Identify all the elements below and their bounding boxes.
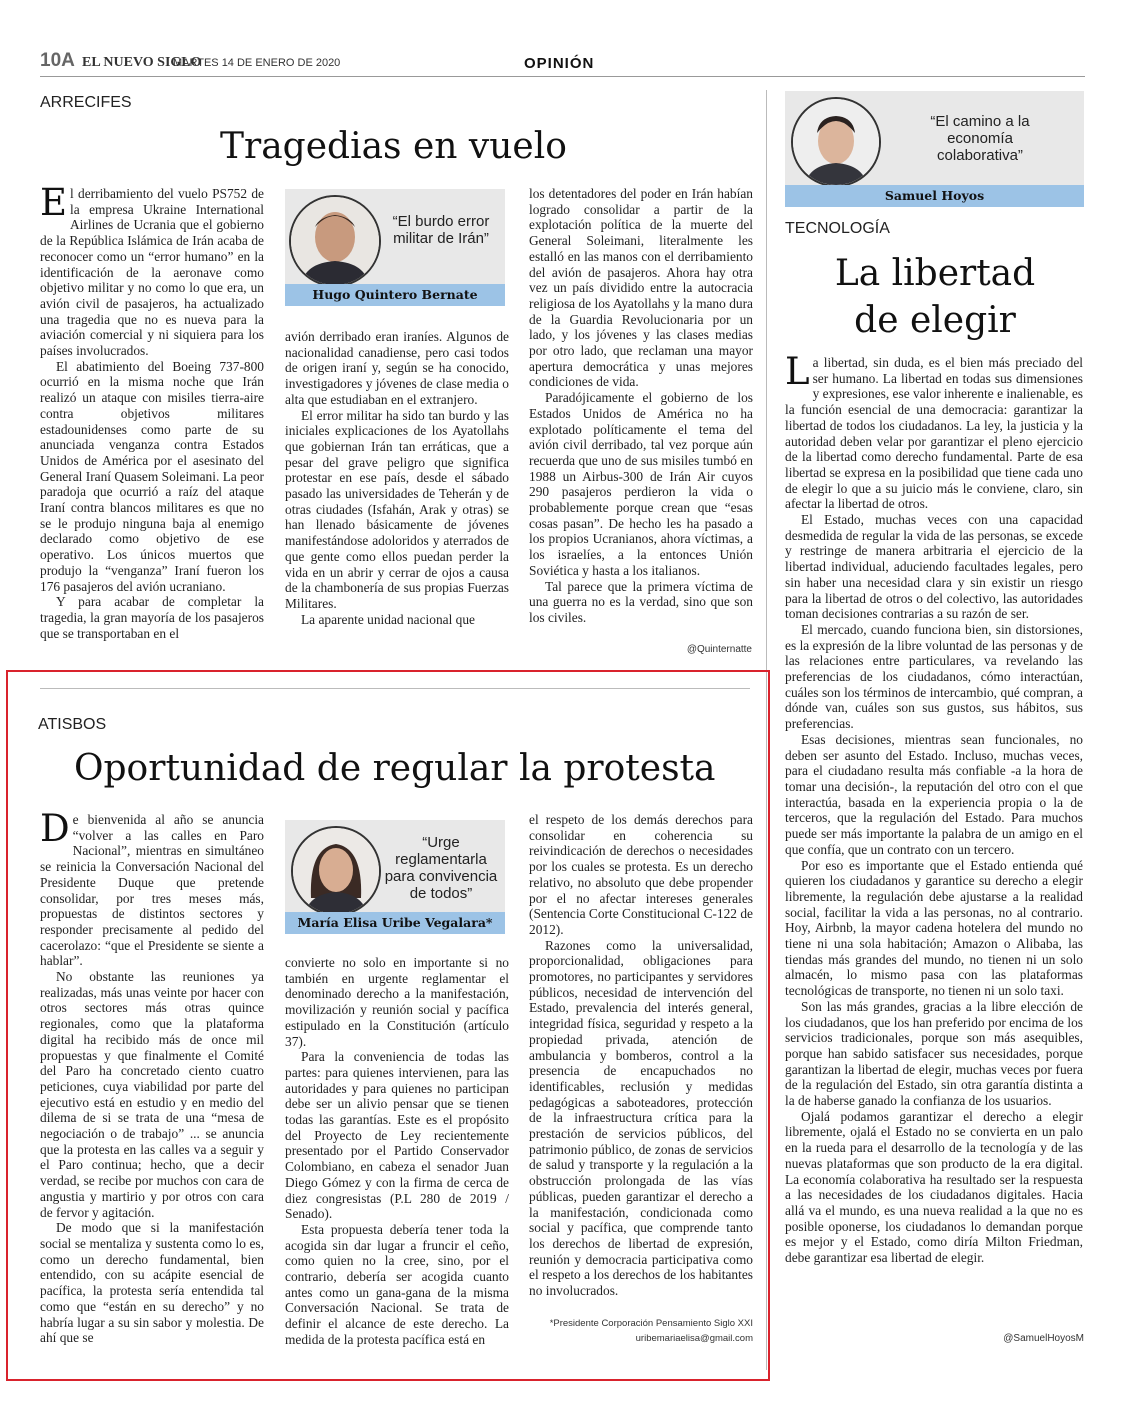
article2-author: María Elisa Uribe Vegalara*	[285, 912, 505, 934]
article1-quote: “El burdo error militar de Irán”	[392, 213, 490, 247]
article2-dropcap: D	[40, 807, 70, 850]
article1-paragraph: Paradójicamente el gobierno de los Estados Unidos de América no ha explotado políticamente el tema del avión civil derribado, tal vez porque aún recuerda que uno de sus misiles tumbó en 1988 un Airbus-300 de Irán Air cuyos 290 pasajeros perdieron la vida o probablemente porque crean que “esas cosas pasan”. De hecho les ha pasado a los propios Ucranianos, ahora víctimas, a los israelíes, a la entonces Unión Soviética y hasta a los italianos.	[529, 390, 753, 578]
article2-email[interactable]: uribemariaelisa@gmail.com	[635, 1333, 753, 1344]
article3-paragraph: Esas decisiones, mientras sean funcionales, no deben ser asunto del Estado. Incluso, muchas veces, para el ciudadano resulta más confiable -a la hora de tomar una decisión-, la reputación del otro con el que interactúa, basada en la experiencia propia o la de terceros, que la regulación del Estado. Para muchos puede ser más importante la palabra de un amigo en el que confía, que un contrato con un tercero.	[785, 731, 1083, 857]
article2-author-box	[285, 820, 505, 934]
article2-footnote: *Presidente Corporación Pensamiento Siglo XXI	[549, 1318, 753, 1329]
newspaper-name: EL NUEVO SIGLO	[82, 55, 202, 70]
article1-paragraph: El abatimiento del Boeing 737-800 ocurrió en la misma noche que Irán realizó un ataque con misiles tierra-aire contra objetivos militares estadounidenses como parte de su anunciada venganza contra Estados Unidos de América por el asesinato del General Iraní Quasem Soleimani. La peor paradoja que ocurrió a raíz del ataque Iraní contra blancos militares es que no se le produjo ninguna baja al enemigo declarado como objetivo de ese operativo. Los únicos muertos que produjo la “venganza” Iraní fueron los 176 pasajeros del avión ucraniano.	[40, 358, 264, 594]
article-separator	[40, 688, 750, 689]
article1-paragraph: El error militar ha sido tan burdo y las iniciales explicaciones de los Ayatollahs que gobiernan Irán tan erráticas, que a pesar del grave peligro que significa protestar en ese país, desde el sábado pasado las universidades de Teherán y de otras ciudades (Isfahán, Arak y otras) se han llenado básicamente de jóvenes manifestándose adoloridos y aterrados de que gente como ellos puedan perder la vida en un abrir y cerrar de ojos a causa de la chambonería de sus propias Fuerzas Militares.	[285, 407, 509, 611]
article3-title-line-2: de elegir	[854, 300, 1016, 341]
article2-column-2	[285, 955, 509, 1348]
article1-paragraph: Tal parece que la primera víctima de una guerra no es la verdad, sino que son los civiles.	[529, 578, 753, 625]
article3-dropcap: L	[785, 350, 810, 393]
article1-column-2	[285, 329, 509, 627]
article1-paragraph: La aparente unidad nacional que	[301, 611, 475, 627]
article2-title: Oportunidad de regular la protesta	[74, 748, 716, 789]
article3-kicker: TECNOLOGÍA	[785, 220, 890, 237]
article3-author: Samuel Hoyos	[785, 185, 1084, 207]
article2-paragraph: No obstante las reuniones ya realizadas, más unas veinte por hacer con otros sectores más otras quince regionales, como que la plataforma digital ha recibido más de once mil propuestas y que finalmente el Comité del Paro ha concretado ciento cuatro peticiones, cuya viabilidad por parte del ejecutivo está en estudio y en medio del dilema de si se trata de una “mesa de negociación o de trabajo” ... se anuncia que la protesta en las calles va a seguir y el Paro continua; hecho, que a decir verdad, se recibe por muchos con cara de angustia y martirio y por otros con cara de fervor y agitación.	[40, 969, 264, 1220]
issue-date: MARTES 14 DE ENERO DE 2020	[173, 57, 341, 69]
author-photo	[291, 826, 381, 916]
article3-paragraph: a libertad, sin duda, es el bien más preciado del ser humano. La libertad en todas sus dimensiones y expresiones, ese valor inherente e inalienable, es la función esencial de una democracia: garantizar la libertad de todos los ciudadanos. La ley, la justicia y la autoridad deben velar por garantizar el pleno ejercicio de la libertad como derecho fundamental. Parte de esa libertad se expresa en la posibilidad que tiene cada uno de elegir lo que a su juicio más le conviene, claro, sin afectar la libertad de otros.	[785, 355, 1083, 512]
article1-paragraph: l derribamiento del vuelo PS752 de la empresa Ukraine International Airlines de Ucrania que el gobierno de la República Islámica de Irán acaba de reconocer como un “error humano” en la identificación de la aeronave como objetivo militar y no como lo que era, un avión civil de pasajeros, ha actualizado una tragedia que no es nueva para la aviación comercial y ni siquiera para los países involucrados.	[40, 186, 264, 359]
article1-kicker: ARRECIFES	[40, 94, 132, 111]
article1-dropcap: E	[40, 181, 68, 224]
article1-handle[interactable]: @Quinternatte	[686, 644, 752, 655]
article1-column-3	[529, 186, 753, 626]
article2-column-1	[40, 807, 264, 1346]
article2-column-3	[529, 812, 753, 1299]
article2-paragraph: Esta propuesta debería tener toda la acogida sin dar lugar a fruncir el ceño, como quien no la cree, sino, por el contrario, debería ser acogida cuanto antes como un gana-gana de la misma Conversación Nacional. Se trata de definir el alcance de este derecho. La medida de la protesta pacífica está en	[285, 1221, 509, 1347]
article3-body	[785, 350, 1083, 1266]
article2-paragraph: Razones como la universalidad, proporcionalidad, obligaciones para promotores, no participantes y servidores públicos, necesidad de intervención del Estado, prevalencia del interés general, integridad física, seguridad y respeto a la propiedad privada, atención de ambulancia y bomberos, control a la presencia de encapuchados no identificables, reclusión y medidas pedagógicas a saboteadores, protección de la infraestructura crítica para la prestación de servicios públicos, del patrimonio público, de zonas de servicios de salud y transporte y la regulación a la obstrucción prolongada de las vías públicas, pueden garantizar el derecho a la manifestación, condicionada como social y pacífica, que comprende tanto los derechos de libertad de expresión, reunión y democracia participativa como el respeto a los derechos de los habitantes no involucrados.	[529, 937, 753, 1299]
article2-paragraph: e bienvenida al año se anuncia “volver a las calles en Paro Nacional”, mientras en simultáneo se reinicia la Conversación Nacional del Presidente Duque que pretende consolidar, por tres meses más, propuestas de distintos sectores y responder precisamente al pedido del cacerolazo: “que el Presidente se siente a hablar”.	[40, 812, 264, 969]
article3-paragraph: Son las más grandes, gracias a la libre elección de los ciudadanos, que los han preferido por encima de los servicios tradicionales, porque son más asequibles, porque han sabido satisfacer sus necesidades, porque garantizan la libertad de elegir, muchas veces por fuera de la regulación del Estado, sin otra garantía distinta a la de haberse ganado la confianza de los usuarios.	[785, 998, 1083, 1109]
article3-author-box	[785, 91, 1084, 207]
author-photo	[289, 195, 381, 287]
article1-author: Hugo Quintero Bernate	[285, 284, 505, 306]
article3-paragraph: El Estado, muchas veces con una capacidad desmedida de regular la vida de las personas, se excede y restringe de manera arbitraria el ejercicio de la libertad individual, aduciendo facultades legales, pero sin haber una necesidad clara y sin existir un riesgo para la libertad de otros o del colectivo, las autoridades toman decisiones contrarias a su razón de ser.	[785, 512, 1083, 622]
article3-title-line-1: La libertad	[834, 253, 1036, 294]
article1-title: Tragedias en vuelo	[220, 126, 567, 167]
header-rule	[40, 76, 1085, 77]
article3-handle[interactable]: @SamuelHoyosM	[1003, 1333, 1084, 1344]
article1-column-1	[40, 181, 264, 641]
section-title: OPINIÓN	[524, 55, 595, 72]
article3-paragraph: Por eso es importante que el Estado entienda qué quieren los ciudadanos y garantice su derecho a elegir libremente, la regulación debe ajustarse a la realidad social, facilitar la vida a las personas, no al contrario. Hoy, Airbnb, la mayor cadena hotelera del mundo no tiene ni una sola habitación; Amazon o Alibaba, las tiendas más grandes del mundo, no tienen ni un solo almacén, lo mismo pasa con las plataformas tecnológicas de transporte, no tienen ni un solo taxi.	[785, 857, 1083, 999]
article3-paragraph: El mercado, cuando funciona bien, sin distorsiones, es la expresión de la libre voluntad de las personas y de las relaciones entre particulares, va revelando las preferencias de los ciudadanos, cómo interactúan, cuáles son los términos de intercambio, qué compran, a dónde van, cuáles son sus gustos, sus hábitos, sus preferencias.	[785, 621, 1083, 732]
article1-author-box	[285, 189, 505, 306]
article2-kicker: ATISBOS	[38, 716, 107, 733]
article2-quote: “Urge reglamentarla para convivencia de todos”	[384, 834, 498, 902]
article2-paragraph: Para la conveniencia de todas las partes: para quienes intervienen, para las autoridades y para quienes no participan debe ser un alivio pensar que se tienen todas las garantías. Este es el propósito del Proyecto de Ley recientemente presentado por el Partido Conservador Colombiano, en cabeza el senador Juan Diego Gómez y con la firma de cerca de diez congresistas (P.L 280 de 2019 / Senado).	[285, 1049, 509, 1222]
article3-paragraph: Ojalá podamos garantizar el derecho a elegir libremente, ojalá el Estado no se convierta en un palo en la rueda para el desarrollo de la tecnología y de las nuevas plataformas que son producto de la era digital. La economía colaborativa ha resultado ser la respuesta a las necesidades de los ciudadanos digitales. Hacia allá va el mundo, es una nueva realidad a la que no es posible oponerse, los ciudadanos lo demandan porque es mejor y el Estado, como diría Milton Friedman, debe garantizar esa libertad de elegir.	[785, 1108, 1083, 1266]
article1-paragraph: avión derribado eran iraníes. Algunos de nacionalidad canadiense, pero casi todos de origen iraní y, según se ha conocido, investigadores y jóvenes de clase media o alta que estudiaban en el extranjero.	[285, 329, 509, 407]
article1-paragraph: Y para acabar de completar la tragedia, la gran mayoría de los pasajeros que se transportaban en el	[40, 594, 264, 641]
author-photo	[791, 97, 881, 187]
page-number: 10A	[40, 50, 75, 71]
article2-paragraph: De modo que si la manifestación social se mentaliza y sustenta como lo es, como un derecho fundamental, bien entendido, con su acápite esencial de pacífica, la protesta sería entendida tal como que “están en su derecho” y no habría lugar a su sin sabor y molestia. De ahí que se	[40, 1220, 264, 1346]
article2-paragraph: convierte no solo en importante si no también en urgente reglamentar el denominado derecho a la manifestación, movilización y reunión social y pacífica estipulado en la Constitución (artículo 37).	[285, 955, 509, 1049]
article2-paragraph: el respeto de los demás derechos para consolidar en coherencia su reivindicación de derechos o necesidades por los cuales se protesta. Es un derecho relativo, no absoluto que debe propender por el no afectar intereses generales (Sentencia Corte Constitucional C-122 de 2012).	[529, 812, 753, 937]
article1-paragraph: los detentadores del poder en Irán habían logrado consolidar a partir de la explotación política de la muerte del General Soleimani, literalmente les estalló en las manos con el derribamiento del avión de pasajeros. Ahora hay otra vez un país dividido entre la autocracia religiosa de los Ayatollahs y la mano dura de la Guardia Revolucionaria por un lado, y los jóvenes y las clases medias por otro lado, que reclaman una mayor apertura democrática y unas mejores condiciones de vida.	[529, 186, 753, 390]
article3-quote: “El camino a la economía colaborativa”	[930, 113, 1030, 164]
